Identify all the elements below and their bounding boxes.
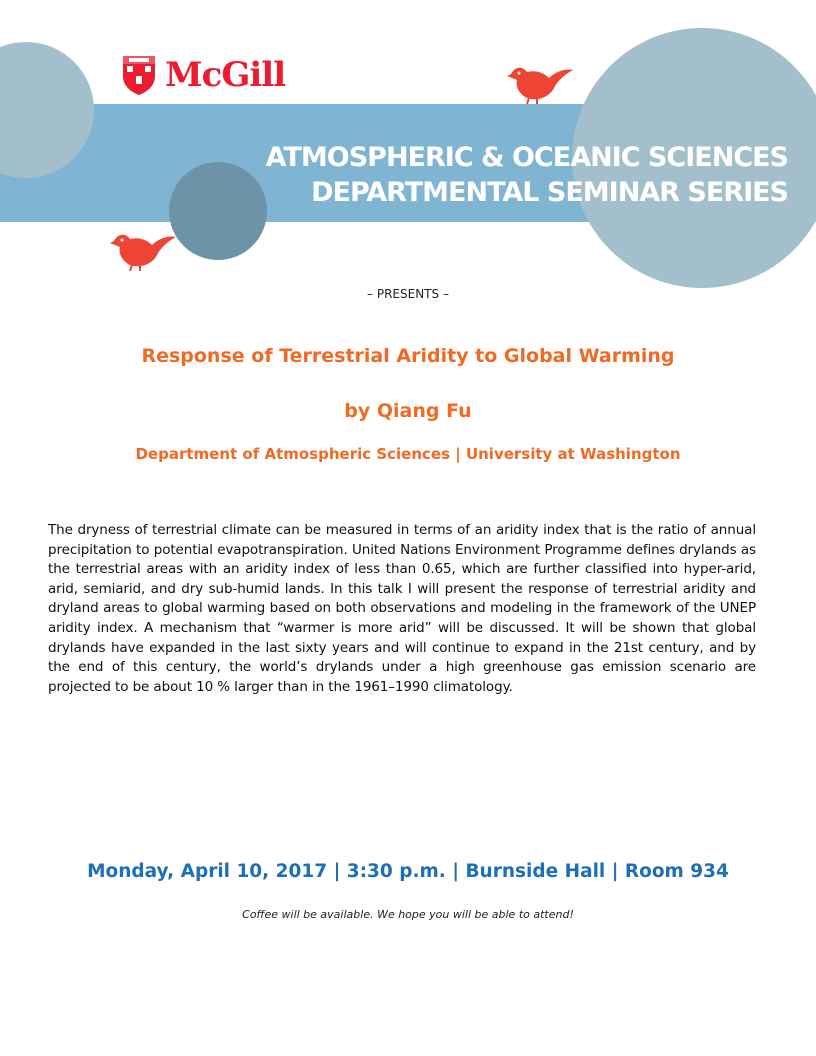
mcgill-wordmark: McGill	[165, 55, 286, 95]
banner-title-line-1: ATMOSPHERIC & OCEANIC SCIENCES	[265, 142, 788, 173]
speaker-affiliation: Department of Atmospheric Sciences | University at Washington	[135, 445, 681, 463]
mcgill-logo	[121, 53, 285, 97]
talk-abstract: The dryness of terrestrial climate can be measured in terms of an aridity index that is the ratio of annual precipitation to potential evapotranspiration. United Nations Environment Programme defines drylands as the terrestrial areas with an aridity index of less than 0.65, which are further classified into hyper-arid, arid, semiarid, and dry sub-humid lands. In this talk I will present the response of terrestrial aridity and dryland areas to global warming based on both observations and modeling in the framework of the UNEP aridity index. A mechanism that “warmer is more arid” will be discussed. It will be shown that global drylands have expanded in the last sixty years and will continue to expand in the 21st century, and by the end of this century, the world’s drylands under a high greenhouse gas emission scenario are projected to be about 10 % larger than in the 1961–1990 climatology.	[48, 522, 756, 695]
decorative-circle-small	[169, 162, 267, 260]
event-details: Monday, April 10, 2017 | 3:30 p.m. | Burnside Hall | Room 934	[87, 861, 729, 882]
presents-label: – PRESENTS –	[367, 287, 449, 301]
red-bird-icon	[505, 58, 575, 104]
red-bird-icon	[108, 225, 178, 271]
seminar-series-title	[266, 140, 788, 210]
banner-title-line-2: DEPARTMENTAL SEMINAR SERIES	[311, 177, 788, 208]
coffee-note: Coffee will be available. We hope you will be able to attend!	[242, 908, 574, 921]
mcgill-crest-icon	[121, 54, 157, 96]
speaker-name: by Qiang Fu	[344, 400, 472, 422]
talk-title: Response of Terrestrial Aridity to Global Warming	[141, 345, 675, 367]
